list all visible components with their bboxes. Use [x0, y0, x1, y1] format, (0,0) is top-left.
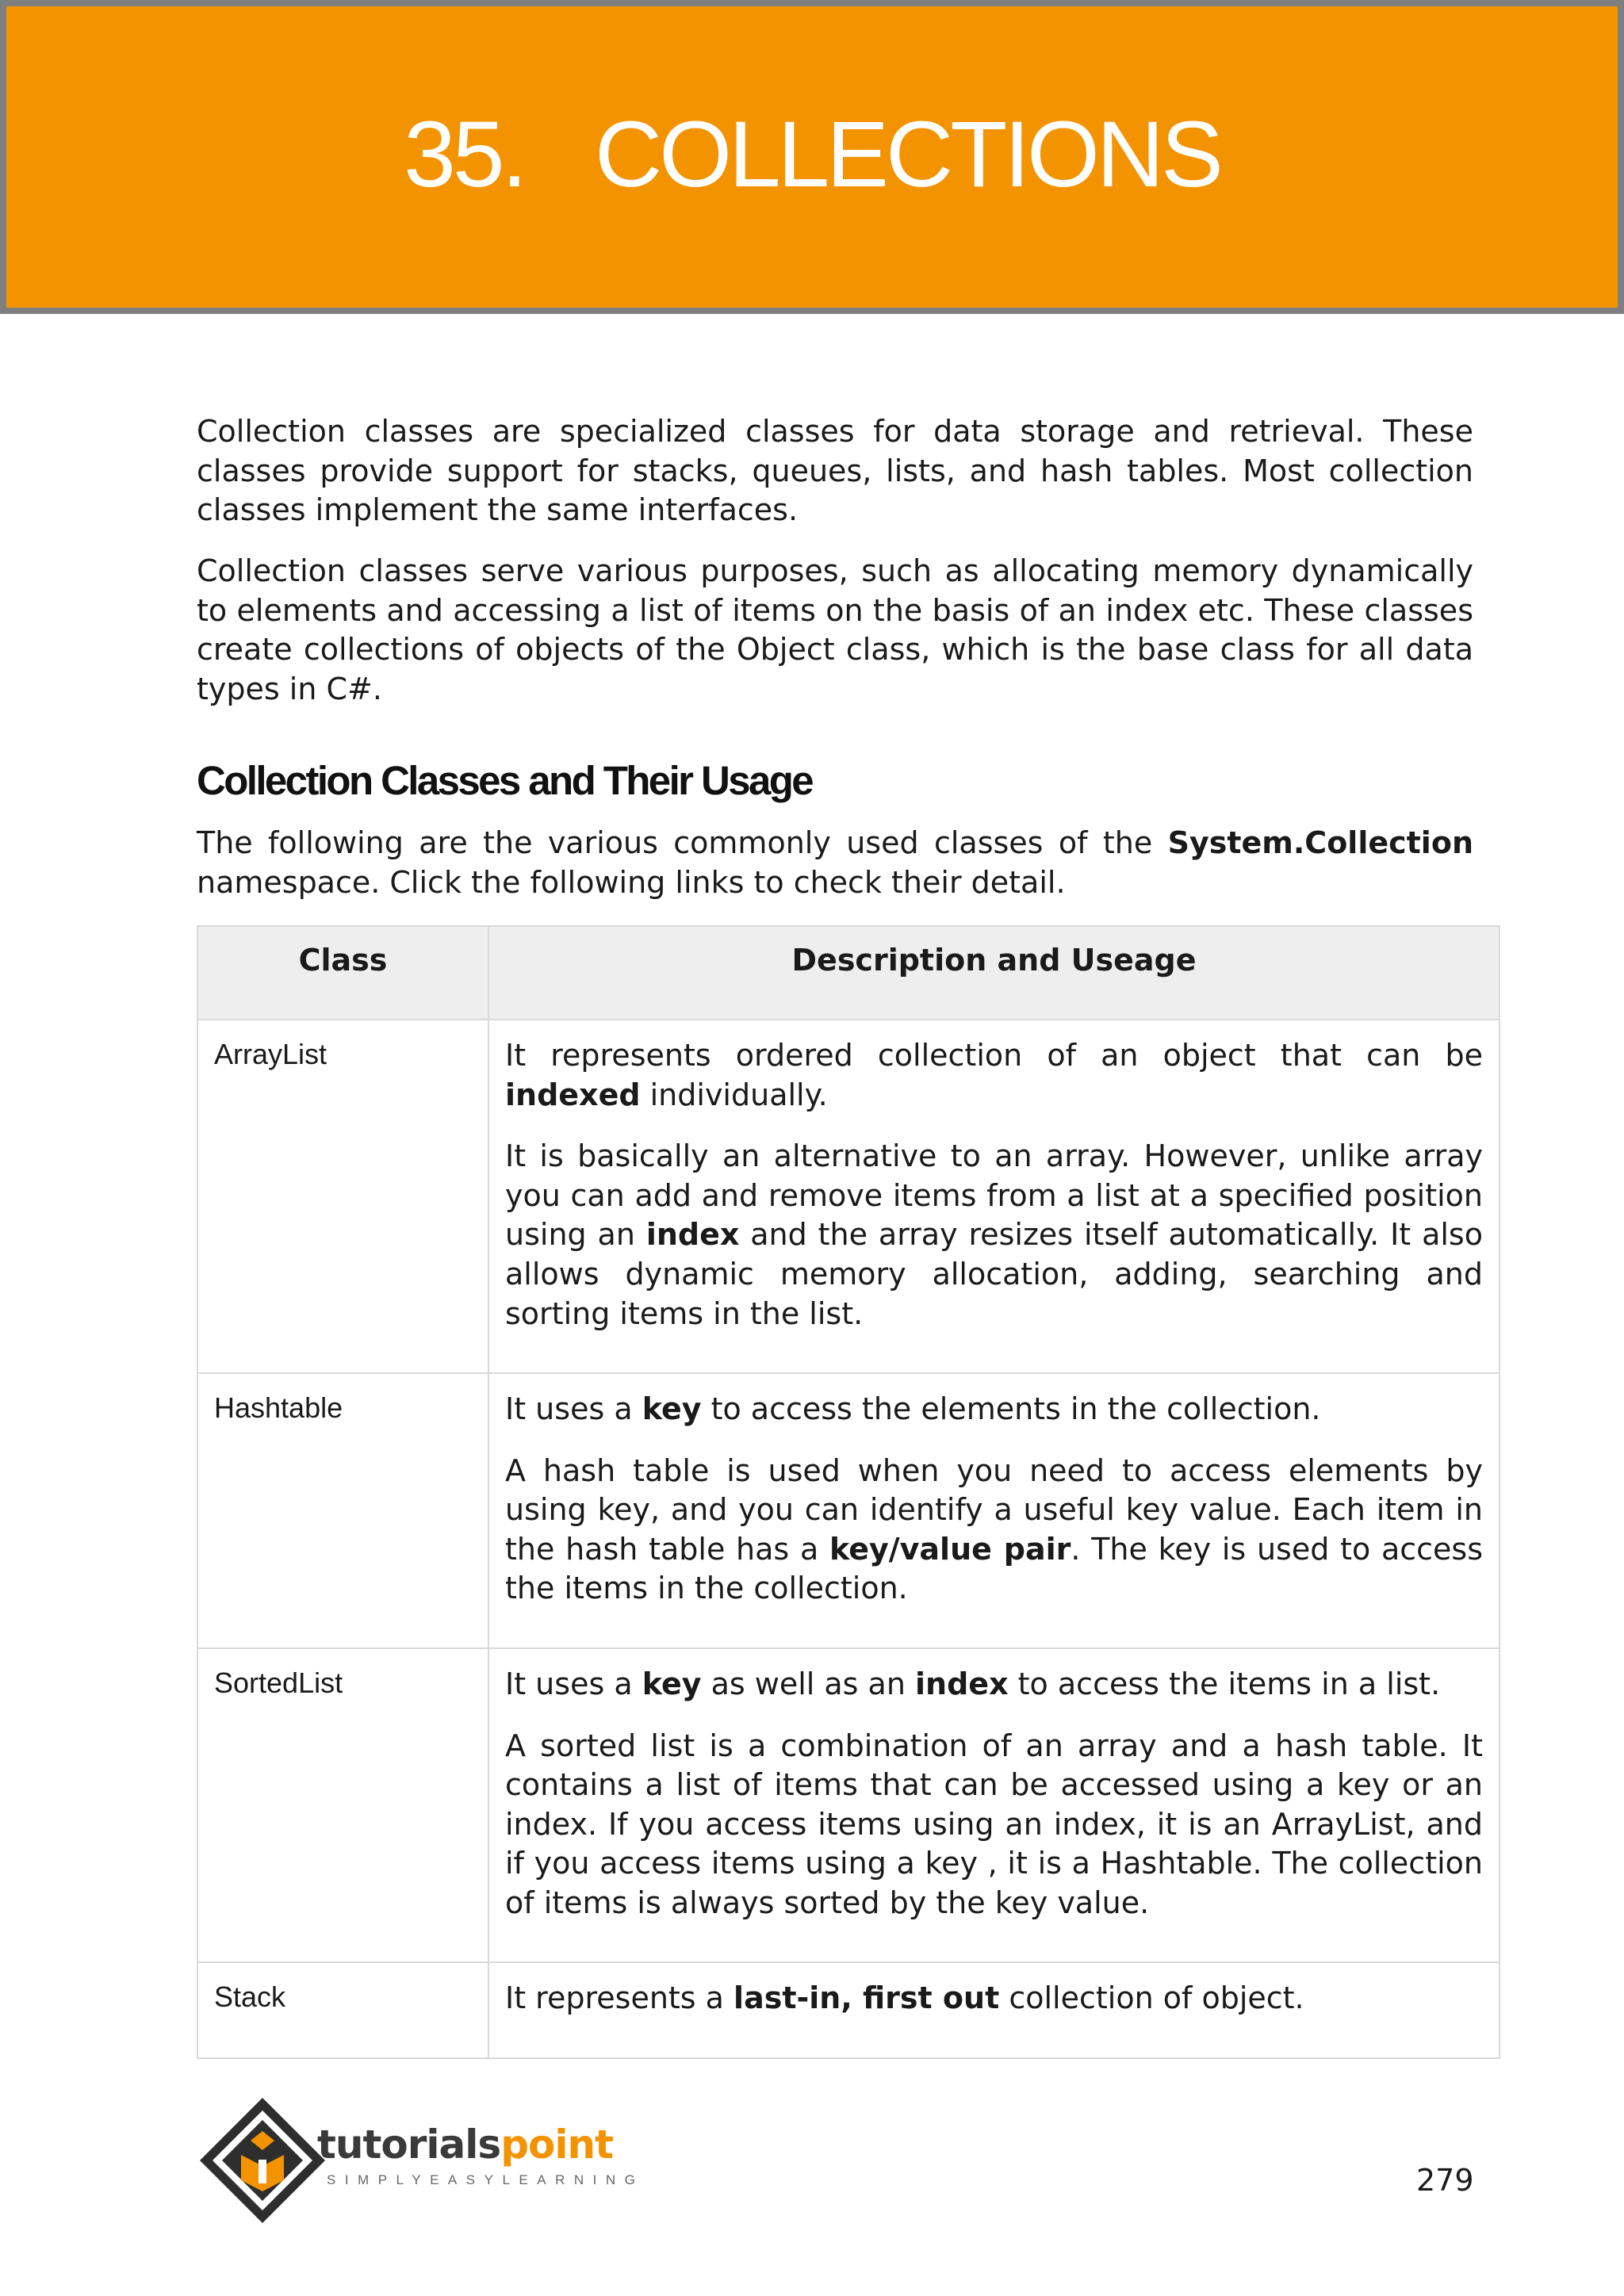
description-paragraph	[505, 1665, 1483, 1705]
logo-wordmark-main: tutorials	[317, 2122, 501, 2168]
desc-text: It represents a	[505, 1980, 734, 2015]
desc-text: It uses a	[505, 1391, 642, 1426]
desc-bold: index	[915, 1667, 1009, 1701]
header-description: Description and Useage	[488, 926, 1500, 1020]
class-name[interactable]: Stack	[197, 1962, 488, 2058]
desc-text: and the array resizes itself automatically. It also allows dynamic memory allocation, adding, searching and sorting items in the list.	[505, 1217, 1483, 1331]
desc-text: It represents ordered collection of an object that can be	[505, 1038, 1483, 1073]
desc-text: It uses a	[505, 1667, 642, 1701]
intro-paragraph-2: Collection classes serve various purposes, such as allocating memory dynamically to elements and accessing a list of items on the basis of an index etc. These classes create collections of objects of the Object class, which is the base class for all data types in C#.	[197, 553, 1473, 706]
table-header-row	[197, 926, 1500, 1020]
desc-text: It is basically an alternative to an array. However, unlike array you can add and remove items from a list at a specified position using an	[505, 1138, 1483, 1253]
chapter-banner	[0, 0, 1624, 314]
desc-text: as well as an	[701, 1667, 916, 1701]
class-description	[488, 1020, 1500, 1373]
intro-paragraph-1-block	[197, 412, 1473, 530]
collections-table	[197, 925, 1500, 2059]
description-paragraph	[505, 1036, 1483, 1115]
description-paragraph	[505, 1390, 1483, 1429]
desc-bold: key	[642, 1667, 702, 1701]
desc-text: to access the elements in the collection.	[701, 1391, 1321, 1426]
class-description	[488, 1962, 1500, 2058]
class-name[interactable]: ArrayList	[197, 1020, 488, 1373]
section-heading-block	[197, 756, 1473, 805]
desc-text: A hash table is used when you need to access elements by using key, and you can identify a useful key value. Each item in the hash table has a	[505, 1452, 1483, 1567]
table-row	[197, 1020, 1500, 1373]
header-class: Class	[197, 926, 488, 1020]
logo-wordmark	[317, 2122, 613, 2168]
tutorialspoint-logo-icon	[195, 2093, 330, 2228]
description-paragraph: A sorted list is a combination of an array and a hash table. It contains a list of items that can be accessed using a key or an index. If you access items using an index, it is an ArrayList, and if you access items using a key , it is a Hashtable. The collection of items is always sorted by the key value.	[505, 1728, 1483, 1920]
description-paragraph	[505, 1137, 1483, 1334]
desc-bold: last-in, first out	[733, 1980, 1000, 2015]
intro-paragraph-1: Collection classes are specialized classes for data storage and retrieval. These classes provide support for stacks, queues, lists, and hash tables. Most collection classes implement the same interfaces.	[197, 414, 1473, 528]
class-name[interactable]: Hashtable	[197, 1373, 488, 1648]
logo-wordmark-accent: point	[500, 2122, 613, 2168]
section-lead-block	[197, 824, 1473, 902]
desc-bold: indexed	[505, 1077, 641, 1112]
page-number: 279	[1416, 2163, 1474, 2198]
chapter-title: 35. COLLECTIONS	[404, 102, 1220, 207]
class-description	[488, 1373, 1500, 1648]
intro-paragraph-2-block	[197, 552, 1473, 709]
lead-text-end: namespace. Click the following links to check their detail.	[197, 864, 1066, 900]
desc-bold: key	[642, 1391, 702, 1426]
namespace-name: System.Collection	[1167, 825, 1473, 860]
desc-text: . The key is used to access the items in the collection.	[505, 1531, 1483, 1606]
class-description	[488, 1648, 1500, 1962]
desc-bold: index	[645, 1217, 740, 1253]
table-row	[197, 1962, 1500, 2058]
section-heading: Collection Classes and Their Usage	[197, 758, 813, 803]
desc-text: to access the items in a list.	[1008, 1667, 1441, 1701]
logo-tagline: SIMPLYEASYLEARNING	[327, 2172, 645, 2187]
table-row	[197, 1648, 1500, 1962]
desc-text: collection of object.	[999, 1980, 1304, 2015]
table-row	[197, 1373, 1500, 1648]
desc-bold: key/value pair	[829, 1531, 1071, 1567]
description-paragraph	[505, 1452, 1483, 1609]
lead-text-start: The following are the various commonly used classes of the	[197, 825, 1168, 860]
section-lead	[197, 824, 1473, 902]
description-paragraph	[505, 1979, 1483, 2019]
desc-text: individually.	[640, 1077, 828, 1112]
class-name[interactable]: SortedList	[197, 1648, 488, 1962]
